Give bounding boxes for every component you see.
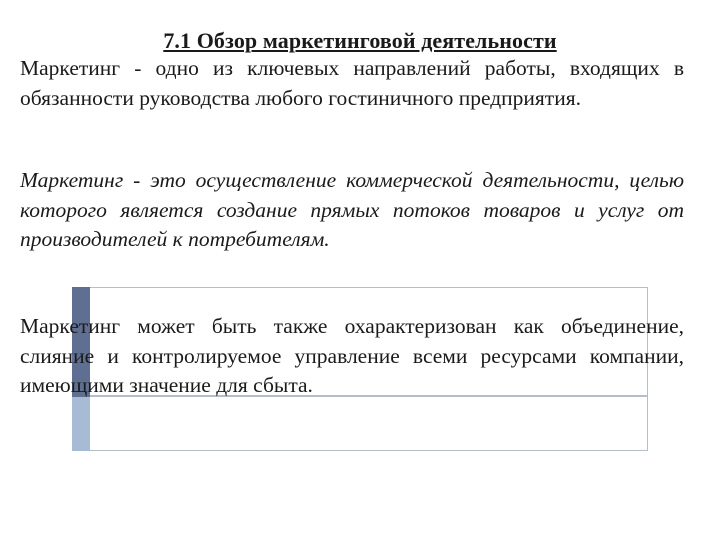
decorative-accent-bar-light: [72, 397, 90, 451]
paragraph-marketing-integration: Маркетинг может быть также охарактеризован как объединение, слияние и контролируемое управление всеми ресурсами компании, имеющими значение для сбыта.: [20, 314, 684, 397]
slide-title: 7.1 Обзор маркетинговой деятельности: [163, 28, 557, 53]
paragraph-marketing-role: Маркетинг - одно из ключевых направлений работы, входящих в обязанности руководства любого гостиничного предприятия.: [20, 56, 684, 110]
decorative-frame-bottom: [72, 396, 648, 451]
paragraph-marketing-definition: Маркетинг - это осуществление коммерческой деятельности, целью которого является создание прямых потоков товаров и услуг от производителей к потребителям.: [20, 168, 684, 251]
